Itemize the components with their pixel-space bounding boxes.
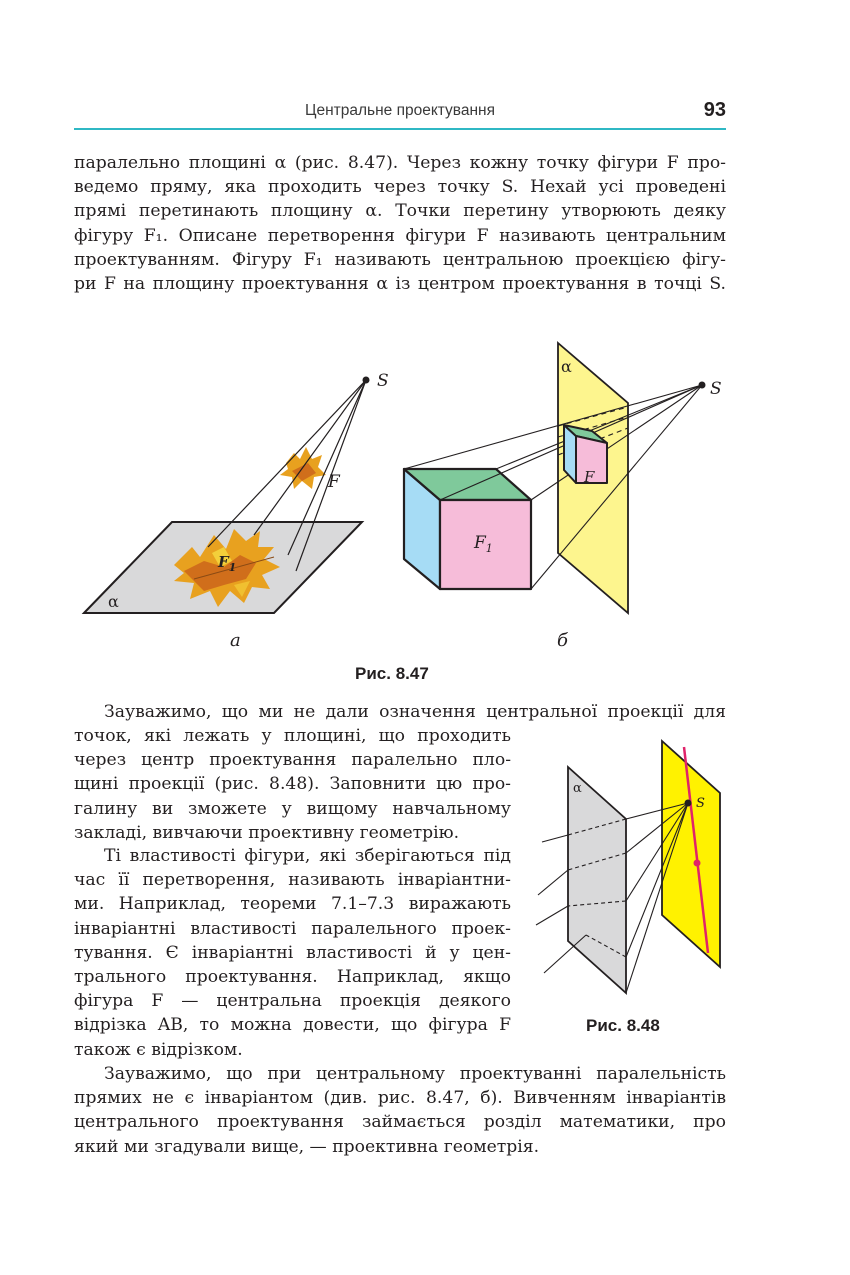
p2-line-3-text: через центр проектування паралельно пло- (74, 750, 511, 771)
p2-line-5-text: галину ви зможете у вищому навчальному (74, 798, 511, 819)
p2-line-5 (74, 797, 511, 821)
fig47a-label-F1-main: F (218, 553, 229, 571)
p2-line-2-text: точок, які лежать у площині, що проходить (74, 726, 511, 746)
fig47a-label-S: S (377, 371, 389, 391)
p1-line-1-text: паралельно площині α (рис. 8.47). Через кожну точку фігури F про- (74, 153, 726, 173)
fig47b-label-S: S (710, 379, 722, 399)
p3-line-5-text: тування. Є інваріантні властивості й у цен- (74, 942, 511, 963)
paragraph-2 (74, 700, 726, 724)
p1-line-6-text: ри F на площину проектування α із центром проектування в точці S. (74, 274, 726, 295)
p3-line-7-text: фігура F — центральна проекція деякого (74, 991, 511, 1012)
p3-line-4-text: інваріантні властивості паралельного проек- (74, 918, 511, 939)
p1-line-3-text: прямі перетинають площину α. Точки перетину утворюють деяку (74, 201, 726, 222)
fig47a-label-F: F (328, 472, 340, 492)
p1-line-6 (74, 272, 726, 296)
fig48-plane-alpha (568, 767, 626, 993)
paragraph-1 (74, 151, 726, 296)
p3-line-3-text: ми. Наприклад, теореми 7.1–7.3 виражають (74, 894, 511, 915)
figure-8-47 (74, 335, 754, 655)
fig47b-label-F1-sub: 1 (485, 542, 493, 555)
p3-line-8-text: відрізка AB, то можна довести, що фігура F (74, 1015, 511, 1036)
p2-line-1 (74, 700, 726, 724)
p2-line-4-text: щині проекції (рис. 8.48). Заповнити цю про- (74, 774, 511, 795)
p1-line-2-text: ведемо пряму, яка проходить через точку S. Нехай усі проведені (74, 177, 726, 198)
p1-line-3 (74, 199, 726, 223)
p4-line-4-text: який ми згадували вище, — проективна геометрія. (74, 1136, 540, 1157)
fig48-plane-yellow (662, 741, 720, 967)
fig48-caption: Рис. 8.48 (586, 1016, 660, 1035)
p2-line-6 (74, 821, 511, 845)
p1-line-2 (74, 175, 726, 199)
p2-line-6-text: закладі, вивчаючи проективну геометрію. (74, 822, 460, 843)
p3-line-9-text: також є відрізком. (74, 1039, 243, 1060)
fig48-label-alpha: α (573, 781, 582, 796)
fig47a-point-S (363, 377, 370, 384)
p2-line-1-text: Зауважимо, що ми не дали означення центральної проекції для (104, 702, 726, 722)
fig47-sublabel-b: б (557, 630, 568, 651)
fig47a-label-alpha: α (108, 592, 119, 611)
p2-line-2 (74, 724, 511, 748)
p3-line-8 (74, 1013, 511, 1037)
fig47-caption: Рис. 8.47 (355, 664, 429, 683)
header-title: Центральне проектування (304, 102, 496, 119)
p3-line-5 (74, 941, 511, 965)
fig47b-cube-F1 (404, 469, 531, 589)
p2-line-4 (74, 772, 511, 796)
p3-line-6 (74, 965, 511, 989)
p4-line-3 (74, 1110, 726, 1134)
p3-line-2-text: час її перетворення, називають інваріантни- (74, 870, 511, 891)
paragraph-4 (74, 1062, 726, 1159)
p3-line-9 (74, 1038, 511, 1062)
p4-line-3-text: центрального проектування займається розділ математики, про (74, 1112, 726, 1133)
p4-line-4 (74, 1135, 726, 1159)
p1-line-5-text: проектуванням. Фігуру F₁ називають центральною проекцією фігу- (74, 249, 726, 270)
fig47a-label-F1-sub: 1 (228, 561, 237, 574)
fig48-label-S: S (696, 796, 705, 811)
p1-line-5 (74, 248, 726, 272)
p2-line-3 (74, 748, 511, 772)
paragraph-2-cont (74, 724, 511, 845)
p3-line-6-text: трального проектування. Наприклад, якщо (74, 967, 511, 988)
p3-line-7 (74, 989, 511, 1013)
running-header (74, 98, 726, 130)
fig48-red-point (694, 860, 701, 867)
p3-line-2 (74, 868, 511, 892)
fig47-sublabel-a: а (230, 630, 241, 651)
p4-line-2-text: прямих не є інваріантом (див. рис. 8.47, б). Вивченням інваріантів (74, 1088, 726, 1109)
p1-line-4-text: фігуру F₁. Описане перетворення фігури F називають центральним (74, 225, 726, 246)
p1-line-4 (74, 224, 726, 248)
p3-line-1-text: Ті властивості фігури, які зберігаються під (104, 846, 511, 866)
p3-line-1 (74, 844, 511, 868)
page-number: 93 (703, 99, 726, 121)
fig47b-point-S (699, 382, 706, 389)
fig48-point-S (685, 800, 692, 807)
p3-line-3 (74, 892, 511, 916)
p4-line-1-text: Зауважимо, що при центральному проектуванні паралельність (104, 1064, 726, 1084)
fig47b-label-alpha: α (561, 357, 572, 376)
fig47b-label-F: F (584, 468, 595, 486)
paragraph-3 (74, 844, 511, 1062)
p4-line-1 (74, 1062, 726, 1086)
figure-8-48 (530, 735, 730, 1005)
p4-line-2 (74, 1086, 726, 1110)
p1-line-1 (74, 151, 726, 175)
fig47b-label-F1-main: F (474, 533, 486, 553)
p3-line-4 (74, 917, 511, 941)
